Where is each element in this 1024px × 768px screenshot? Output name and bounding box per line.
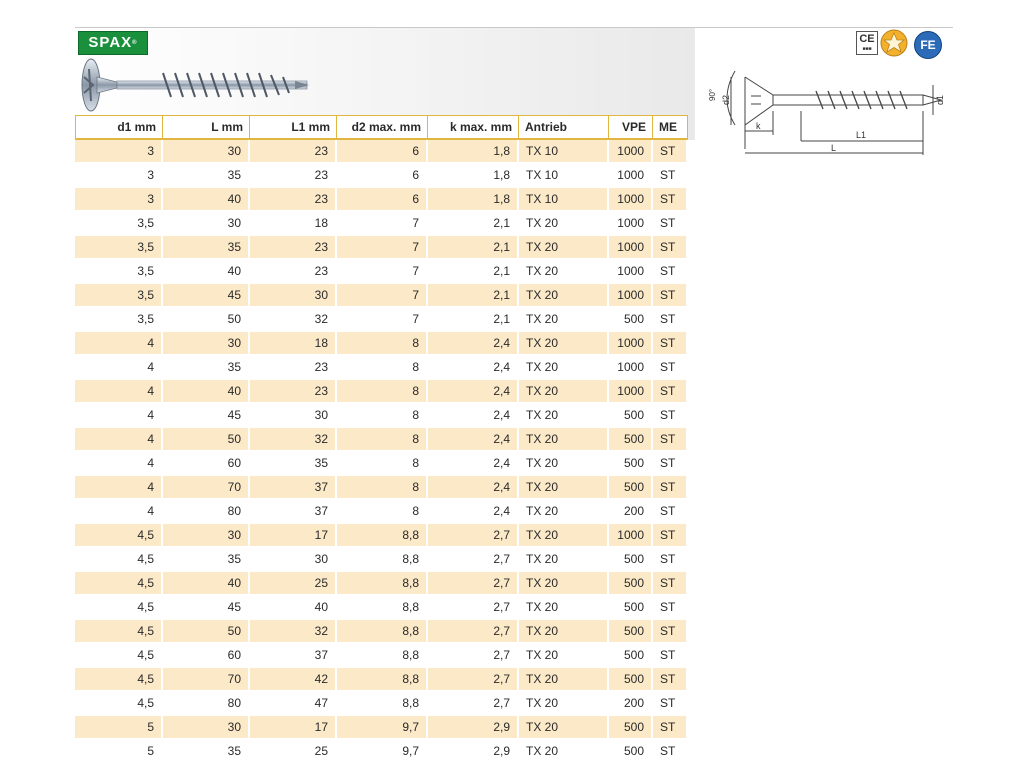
svg-text:d1: d1: [935, 94, 945, 105]
cell-d1: 3,5: [75, 212, 163, 236]
cell-antrieb: TX 10: [519, 188, 609, 212]
cell-l1: 37: [250, 644, 337, 668]
cell-k: 2,7: [428, 644, 519, 668]
table-row: [75, 332, 688, 356]
cell-k: 2,4: [428, 332, 519, 356]
cell-d1: 4: [75, 476, 163, 500]
cell-l1: 40: [250, 596, 337, 620]
cell-d2: 7: [337, 284, 428, 308]
cell-d2: 7: [337, 260, 428, 284]
cell-k: 2,7: [428, 620, 519, 644]
fe-badge-icon: FE: [914, 31, 942, 59]
cell-l1: 23: [250, 188, 337, 212]
cell-l: 40: [163, 380, 250, 404]
cell-d2: 8,8: [337, 524, 428, 548]
cell-antrieb: TX 20: [519, 644, 609, 668]
cell-l1: 37: [250, 476, 337, 500]
cell-me: ST: [653, 548, 688, 572]
cell-d1: 4: [75, 500, 163, 524]
cell-me: ST: [653, 284, 688, 308]
cell-d1: 4,5: [75, 644, 163, 668]
cell-d2: 8,8: [337, 620, 428, 644]
cell-k: 2,4: [428, 452, 519, 476]
cell-d1: 4,5: [75, 548, 163, 572]
cell-d2: 6: [337, 164, 428, 188]
cell-d1: 4,5: [75, 572, 163, 596]
cell-l: 50: [163, 428, 250, 452]
cell-l: 35: [163, 236, 250, 260]
cell-vpe: 500: [609, 740, 653, 764]
table-row: [75, 308, 688, 332]
cell-d2: 8,8: [337, 548, 428, 572]
cell-me: ST: [653, 332, 688, 356]
screw-photo: [77, 55, 317, 113]
cell-antrieb: TX 20: [519, 212, 609, 236]
cell-d1: 3,5: [75, 236, 163, 260]
cell-antrieb: TX 20: [519, 572, 609, 596]
cell-antrieb: TX 20: [519, 332, 609, 356]
cell-l1: 30: [250, 404, 337, 428]
cell-l1: 32: [250, 620, 337, 644]
cell-l1: 23: [250, 380, 337, 404]
cell-k: 2,7: [428, 572, 519, 596]
cell-d1: 3: [75, 140, 163, 164]
cell-vpe: 500: [609, 716, 653, 740]
cell-vpe: 500: [609, 428, 653, 452]
cell-me: ST: [653, 500, 688, 524]
cell-d1: 4: [75, 380, 163, 404]
table-row: [75, 572, 688, 596]
cell-antrieb: TX 20: [519, 716, 609, 740]
cell-k: 2,1: [428, 236, 519, 260]
table-row: [75, 596, 688, 620]
cell-me: ST: [653, 428, 688, 452]
cell-k: 1,8: [428, 164, 519, 188]
cell-l: 40: [163, 572, 250, 596]
cell-k: 2,7: [428, 524, 519, 548]
cell-l1: 23: [250, 164, 337, 188]
cell-antrieb: TX 20: [519, 380, 609, 404]
cell-l1: 42: [250, 668, 337, 692]
cell-me: ST: [653, 308, 688, 332]
screw-spec-table: [75, 115, 688, 764]
cell-antrieb: TX 20: [519, 452, 609, 476]
cell-me: ST: [653, 476, 688, 500]
cell-vpe: 1000: [609, 356, 653, 380]
cell-l: 70: [163, 476, 250, 500]
cell-vpe: 500: [609, 644, 653, 668]
cell-vpe: 1000: [609, 212, 653, 236]
ce-mark-icon: CE ■■■: [856, 31, 878, 55]
cell-me: ST: [653, 572, 688, 596]
cell-me: ST: [653, 596, 688, 620]
svg-text:90°: 90°: [708, 88, 717, 101]
cell-l: 80: [163, 500, 250, 524]
svg-text:L1: L1: [856, 130, 867, 140]
cell-d1: 3,5: [75, 284, 163, 308]
col-l: L mm: [163, 115, 250, 140]
cell-vpe: 1000: [609, 236, 653, 260]
cell-antrieb: TX 20: [519, 548, 609, 572]
cell-d1: 4: [75, 428, 163, 452]
cell-antrieb: TX 20: [519, 236, 609, 260]
cell-l1: 47: [250, 692, 337, 716]
cell-me: ST: [653, 644, 688, 668]
cell-vpe: 1000: [609, 284, 653, 308]
cell-d1: 4,5: [75, 668, 163, 692]
cell-d2: 8: [337, 380, 428, 404]
cell-l1: 25: [250, 740, 337, 764]
table-row: [75, 548, 688, 572]
cell-vpe: 1000: [609, 140, 653, 164]
cell-l: 50: [163, 620, 250, 644]
cell-vpe: 200: [609, 692, 653, 716]
cell-me: ST: [653, 260, 688, 284]
cell-l1: 17: [250, 716, 337, 740]
cell-d1: 4,5: [75, 620, 163, 644]
cell-l1: 32: [250, 428, 337, 452]
cell-vpe: 500: [609, 308, 653, 332]
cell-l1: 30: [250, 284, 337, 308]
cell-l: 35: [163, 356, 250, 380]
cell-d1: 3: [75, 188, 163, 212]
cell-d2: 8,8: [337, 572, 428, 596]
cell-l1: 23: [250, 236, 337, 260]
cell-k: 2,7: [428, 596, 519, 620]
cell-k: 2,4: [428, 356, 519, 380]
cell-d2: 8: [337, 452, 428, 476]
cell-k: 2,7: [428, 548, 519, 572]
cell-k: 2,1: [428, 260, 519, 284]
cell-l1: 18: [250, 332, 337, 356]
cell-me: ST: [653, 164, 688, 188]
table-row: [75, 356, 688, 380]
cell-antrieb: TX 20: [519, 524, 609, 548]
cell-d1: 4: [75, 332, 163, 356]
cell-antrieb: TX 10: [519, 140, 609, 164]
col-antrieb: Antrieb: [519, 115, 609, 140]
cell-l1: 23: [250, 356, 337, 380]
cell-l1: 25: [250, 572, 337, 596]
cell-me: ST: [653, 716, 688, 740]
cell-antrieb: TX 20: [519, 740, 609, 764]
table-row: [75, 260, 688, 284]
cell-k: 2,9: [428, 740, 519, 764]
cell-me: ST: [653, 212, 688, 236]
cell-me: ST: [653, 140, 688, 164]
torx-star-icon: [880, 29, 908, 57]
cell-d1: 4: [75, 356, 163, 380]
cell-k: 2,1: [428, 284, 519, 308]
cell-antrieb: TX 20: [519, 428, 609, 452]
cell-me: ST: [653, 668, 688, 692]
cell-me: ST: [653, 188, 688, 212]
cell-me: ST: [653, 620, 688, 644]
cell-l: 40: [163, 188, 250, 212]
table-row: [75, 140, 688, 164]
cell-me: ST: [653, 452, 688, 476]
cell-me: ST: [653, 692, 688, 716]
table-row: [75, 500, 688, 524]
cell-d2: 6: [337, 188, 428, 212]
cell-l: 60: [163, 644, 250, 668]
cell-vpe: 500: [609, 452, 653, 476]
cell-l: 35: [163, 548, 250, 572]
cell-antrieb: TX 10: [519, 164, 609, 188]
table-row: [75, 692, 688, 716]
cell-vpe: 500: [609, 620, 653, 644]
cell-d2: 8: [337, 356, 428, 380]
cell-d2: 8: [337, 476, 428, 500]
cell-l: 45: [163, 404, 250, 428]
cell-me: ST: [653, 524, 688, 548]
cell-l: 30: [163, 212, 250, 236]
cell-l: 35: [163, 740, 250, 764]
table-row: [75, 716, 688, 740]
svg-text:k: k: [756, 121, 761, 131]
cell-vpe: 1000: [609, 332, 653, 356]
cell-antrieb: TX 20: [519, 692, 609, 716]
cell-k: 2,4: [428, 476, 519, 500]
cell-d2: 8,8: [337, 668, 428, 692]
table-row: [75, 476, 688, 500]
svg-text:L: L: [831, 143, 837, 153]
table-row: [75, 380, 688, 404]
cell-k: 2,4: [428, 404, 519, 428]
cell-antrieb: TX 20: [519, 596, 609, 620]
cell-d1: 5: [75, 740, 163, 764]
cell-l1: 37: [250, 500, 337, 524]
table-header-row: [75, 115, 688, 140]
cell-d2: 7: [337, 212, 428, 236]
cell-k: 2,7: [428, 692, 519, 716]
cell-l1: 32: [250, 308, 337, 332]
table-row: [75, 284, 688, 308]
cell-me: ST: [653, 236, 688, 260]
table-row: [75, 452, 688, 476]
cell-k: 2,1: [428, 212, 519, 236]
table-row: [75, 188, 688, 212]
cell-k: 2,4: [428, 380, 519, 404]
table-row: [75, 212, 688, 236]
cell-vpe: 1000: [609, 524, 653, 548]
cell-vpe: 500: [609, 596, 653, 620]
col-d1: d1 mm: [75, 115, 163, 140]
spax-logo: SPAX®: [78, 31, 148, 55]
cell-antrieb: TX 20: [519, 356, 609, 380]
table-row: [75, 404, 688, 428]
table-row: [75, 620, 688, 644]
cell-antrieb: TX 20: [519, 308, 609, 332]
cell-antrieb: TX 20: [519, 668, 609, 692]
cell-antrieb: TX 20: [519, 620, 609, 644]
cell-d2: 9,7: [337, 740, 428, 764]
cell-d2: 8: [337, 332, 428, 356]
cell-antrieb: TX 20: [519, 500, 609, 524]
cell-k: 2,7: [428, 668, 519, 692]
cell-me: ST: [653, 404, 688, 428]
cell-d1: 4: [75, 404, 163, 428]
cell-d1: 4,5: [75, 596, 163, 620]
cell-d1: 5: [75, 716, 163, 740]
cell-d2: 8: [337, 404, 428, 428]
cell-l: 40: [163, 260, 250, 284]
cell-vpe: 1000: [609, 260, 653, 284]
cell-l: 45: [163, 596, 250, 620]
cell-l1: 23: [250, 140, 337, 164]
cell-l1: 35: [250, 452, 337, 476]
cell-vpe: 500: [609, 476, 653, 500]
table-row: [75, 524, 688, 548]
table-row: [75, 164, 688, 188]
cell-l: 45: [163, 284, 250, 308]
cell-vpe: 500: [609, 668, 653, 692]
cell-vpe: 1000: [609, 164, 653, 188]
cell-l: 80: [163, 692, 250, 716]
cell-l: 35: [163, 164, 250, 188]
cell-d1: 4: [75, 452, 163, 476]
cell-k: 2,4: [428, 500, 519, 524]
cell-antrieb: TX 20: [519, 260, 609, 284]
cell-d2: 8: [337, 428, 428, 452]
col-d2: d2 max. mm: [337, 115, 428, 140]
cell-d2: 8: [337, 500, 428, 524]
table-row: [75, 428, 688, 452]
cell-vpe: 500: [609, 548, 653, 572]
table-row: [75, 668, 688, 692]
cell-k: 1,8: [428, 140, 519, 164]
cell-d1: 3: [75, 164, 163, 188]
cell-l1: 23: [250, 260, 337, 284]
cell-vpe: 500: [609, 572, 653, 596]
cell-k: 2,9: [428, 716, 519, 740]
cell-vpe: 200: [609, 500, 653, 524]
screw-dimension-diagram: [701, 61, 951, 161]
cell-d2: 9,7: [337, 716, 428, 740]
cell-l1: 18: [250, 212, 337, 236]
cell-l: 60: [163, 452, 250, 476]
cell-l: 70: [163, 668, 250, 692]
cell-me: ST: [653, 380, 688, 404]
cell-l: 30: [163, 332, 250, 356]
cell-vpe: 1000: [609, 188, 653, 212]
cell-antrieb: TX 20: [519, 404, 609, 428]
cell-k: 1,8: [428, 188, 519, 212]
cell-d2: 8,8: [337, 692, 428, 716]
cell-antrieb: TX 20: [519, 476, 609, 500]
cell-vpe: 500: [609, 404, 653, 428]
col-me: ME: [653, 115, 688, 140]
cell-d2: 7: [337, 236, 428, 260]
cell-me: ST: [653, 740, 688, 764]
col-vpe: VPE: [609, 115, 653, 140]
cell-d2: 8,8: [337, 596, 428, 620]
cell-l: 50: [163, 308, 250, 332]
table-row: [75, 644, 688, 668]
cell-d1: 3,5: [75, 260, 163, 284]
cell-l1: 30: [250, 548, 337, 572]
cell-vpe: 1000: [609, 380, 653, 404]
col-l1: L1 mm: [250, 115, 337, 140]
cell-antrieb: TX 20: [519, 284, 609, 308]
cell-k: 2,4: [428, 428, 519, 452]
cell-d2: 6: [337, 140, 428, 164]
cell-d1: 4,5: [75, 692, 163, 716]
svg-text:d2: d2: [721, 94, 731, 105]
cell-d1: 4,5: [75, 524, 163, 548]
product-sheet: [75, 27, 953, 758]
cell-d2: 8,8: [337, 644, 428, 668]
cell-l: 30: [163, 140, 250, 164]
cell-l: 30: [163, 524, 250, 548]
table-row: [75, 740, 688, 764]
col-k: k max. mm: [428, 115, 519, 140]
cell-l1: 17: [250, 524, 337, 548]
cell-k: 2,1: [428, 308, 519, 332]
cell-l: 30: [163, 716, 250, 740]
table-row: [75, 236, 688, 260]
cell-d1: 3,5: [75, 308, 163, 332]
cell-me: ST: [653, 356, 688, 380]
cell-d2: 7: [337, 308, 428, 332]
